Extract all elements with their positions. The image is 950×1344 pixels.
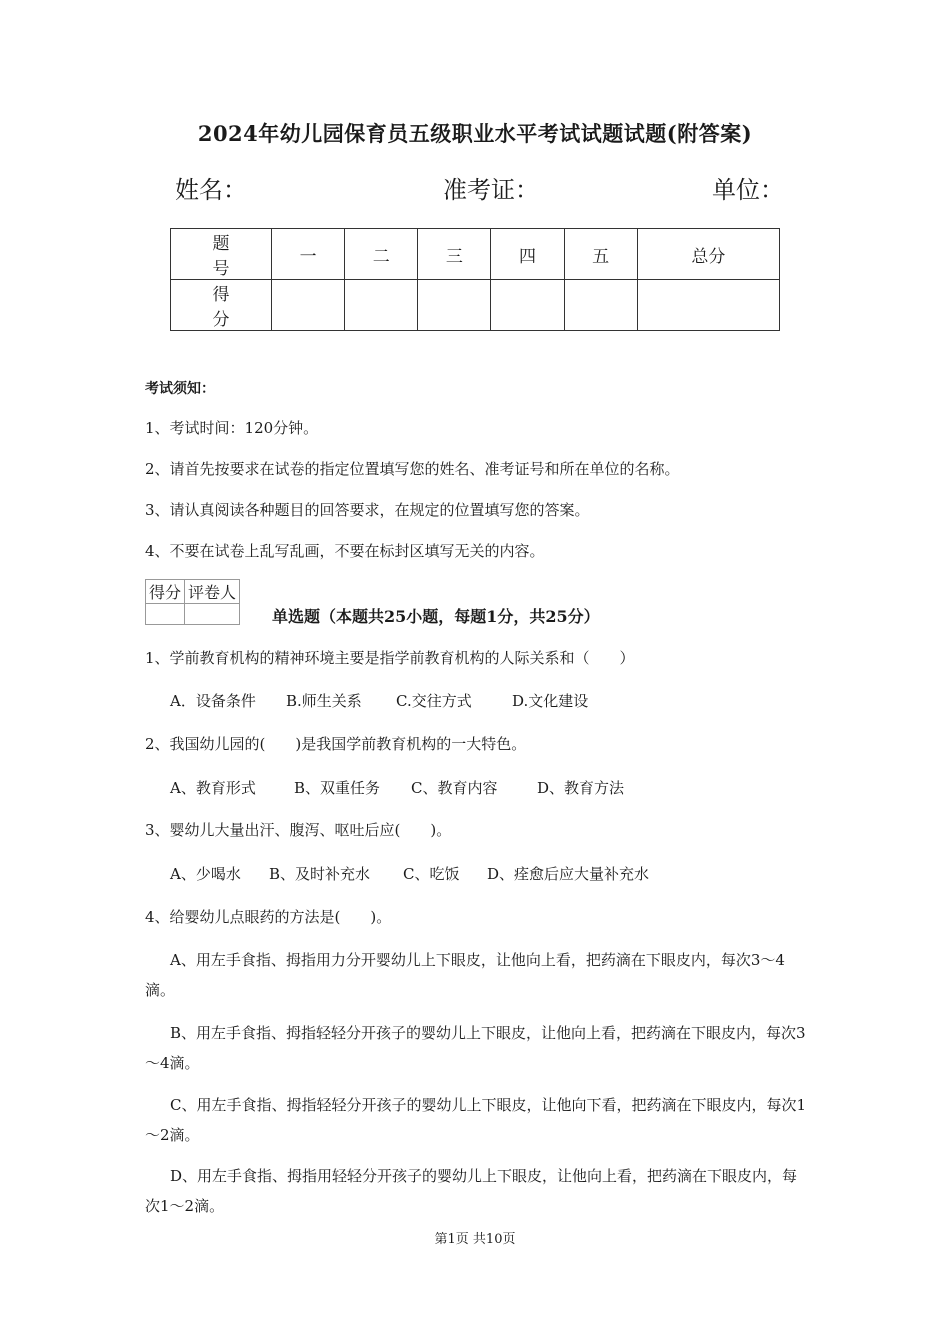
grader-score-cell[interactable]	[146, 604, 185, 625]
question-options	[170, 686, 588, 716]
unit-field-label: 单位：	[712, 176, 784, 204]
option[interactable]: B、双重任务	[294, 779, 381, 797]
score-table-col-total: 总分	[637, 229, 779, 280]
score-table-score-row	[171, 280, 780, 331]
exam-id-field-label: 准考证：	[443, 176, 539, 204]
page-footer: 第1页 共10页	[434, 1232, 516, 1247]
name-field-label: 姓名：	[175, 176, 247, 204]
option[interactable]: C、吃饭	[403, 865, 460, 883]
score-cell[interactable]	[564, 280, 637, 331]
option[interactable]: D、用左手食指、拇指用轻轻分开孩子的婴幼儿上下眼皮，让他向上看，把药滴在下眼皮内，每次1～2滴。	[145, 1167, 798, 1215]
question-stem: 3、婴幼儿大量出汗、腹泻、呕吐后应( )。	[145, 821, 452, 839]
notice-item: 3、请认真阅读各种题目的回答要求，在规定的位置填写您的答案。	[145, 501, 590, 519]
score-cell[interactable]	[272, 280, 345, 331]
score-table-header-row	[171, 229, 780, 280]
option[interactable]: A、少喝水	[170, 865, 241, 883]
score-table-col-1: 一	[272, 229, 345, 280]
question-stem: 2、我国幼儿园的( )是我国学前教育机构的一大特色。	[145, 735, 527, 753]
score-table-col-5: 五	[564, 229, 637, 280]
grader-reviewer-cell[interactable]	[185, 604, 240, 625]
score-table-score-label: 得 分	[171, 280, 272, 331]
score-table-col-4: 四	[491, 229, 564, 280]
score-table-col-2: 二	[345, 229, 418, 280]
option[interactable]: D、痊愈后应大量补充水	[487, 865, 650, 883]
option[interactable]: B、及时补充水	[269, 865, 371, 883]
option[interactable]: C.交往方式	[396, 692, 472, 710]
grader-score-label: 得分	[146, 580, 185, 604]
score-cell[interactable]	[345, 280, 418, 331]
notice-item: 4、不要在试卷上乱写乱画，不要在标封区填写无关的内容。	[145, 542, 545, 560]
option[interactable]: C、教育内容	[411, 779, 498, 797]
option[interactable]: B.师生关系	[286, 692, 362, 710]
question-options	[170, 773, 624, 803]
notice-heading: 考试须知：	[145, 381, 215, 397]
option[interactable]: A、用左手食指、拇指用力分开婴幼儿上下眼皮，让他向上看，把药滴在下眼皮内，每次3～4滴。	[145, 951, 785, 999]
grader-reviewer-label: 评卷人	[185, 580, 240, 604]
option[interactable]: A、教育形式	[170, 779, 256, 797]
score-table-header-label: 题 号	[171, 229, 272, 280]
score-cell[interactable]	[418, 280, 491, 331]
option[interactable]: D.文化建设	[512, 692, 589, 710]
grader-table	[145, 579, 240, 625]
score-cell[interactable]	[491, 280, 564, 331]
option[interactable]: A．设备条件	[170, 692, 256, 710]
document-title: 2024年幼儿园保育员五级职业水平考试试题试题(附答案)	[197, 121, 753, 146]
question-options	[170, 859, 649, 889]
option[interactable]: C、用左手食指、拇指轻轻分开孩子的婴幼儿上下眼皮，让他向下看，把药滴在下眼皮内，每次1～2滴。	[145, 1096, 807, 1144]
notice-item: 1、考试时间：120分钟。	[145, 419, 319, 437]
score-table	[170, 228, 780, 331]
option[interactable]: B、用左手食指、拇指轻轻分开孩子的婴幼儿上下眼皮，让他向上看，把药滴在下眼皮内，每次3～4滴。	[145, 1024, 806, 1072]
question-stem: 4、给婴幼儿点眼药的方法是( )。	[145, 908, 392, 926]
option[interactable]: D、教育方法	[537, 779, 625, 797]
notice-item: 2、请首先按要求在试卷的指定位置填写您的姓名、准考证号和所在单位的名称。	[145, 460, 680, 478]
score-cell[interactable]	[637, 280, 779, 331]
section-title: 单选题（本题共25小题，每题1分，共25分）	[272, 607, 600, 626]
question-stem: 1、学前教育机构的精神环境主要是指学前教育机构的人际关系和（ ）	[145, 649, 635, 667]
score-table-col-3: 三	[418, 229, 491, 280]
